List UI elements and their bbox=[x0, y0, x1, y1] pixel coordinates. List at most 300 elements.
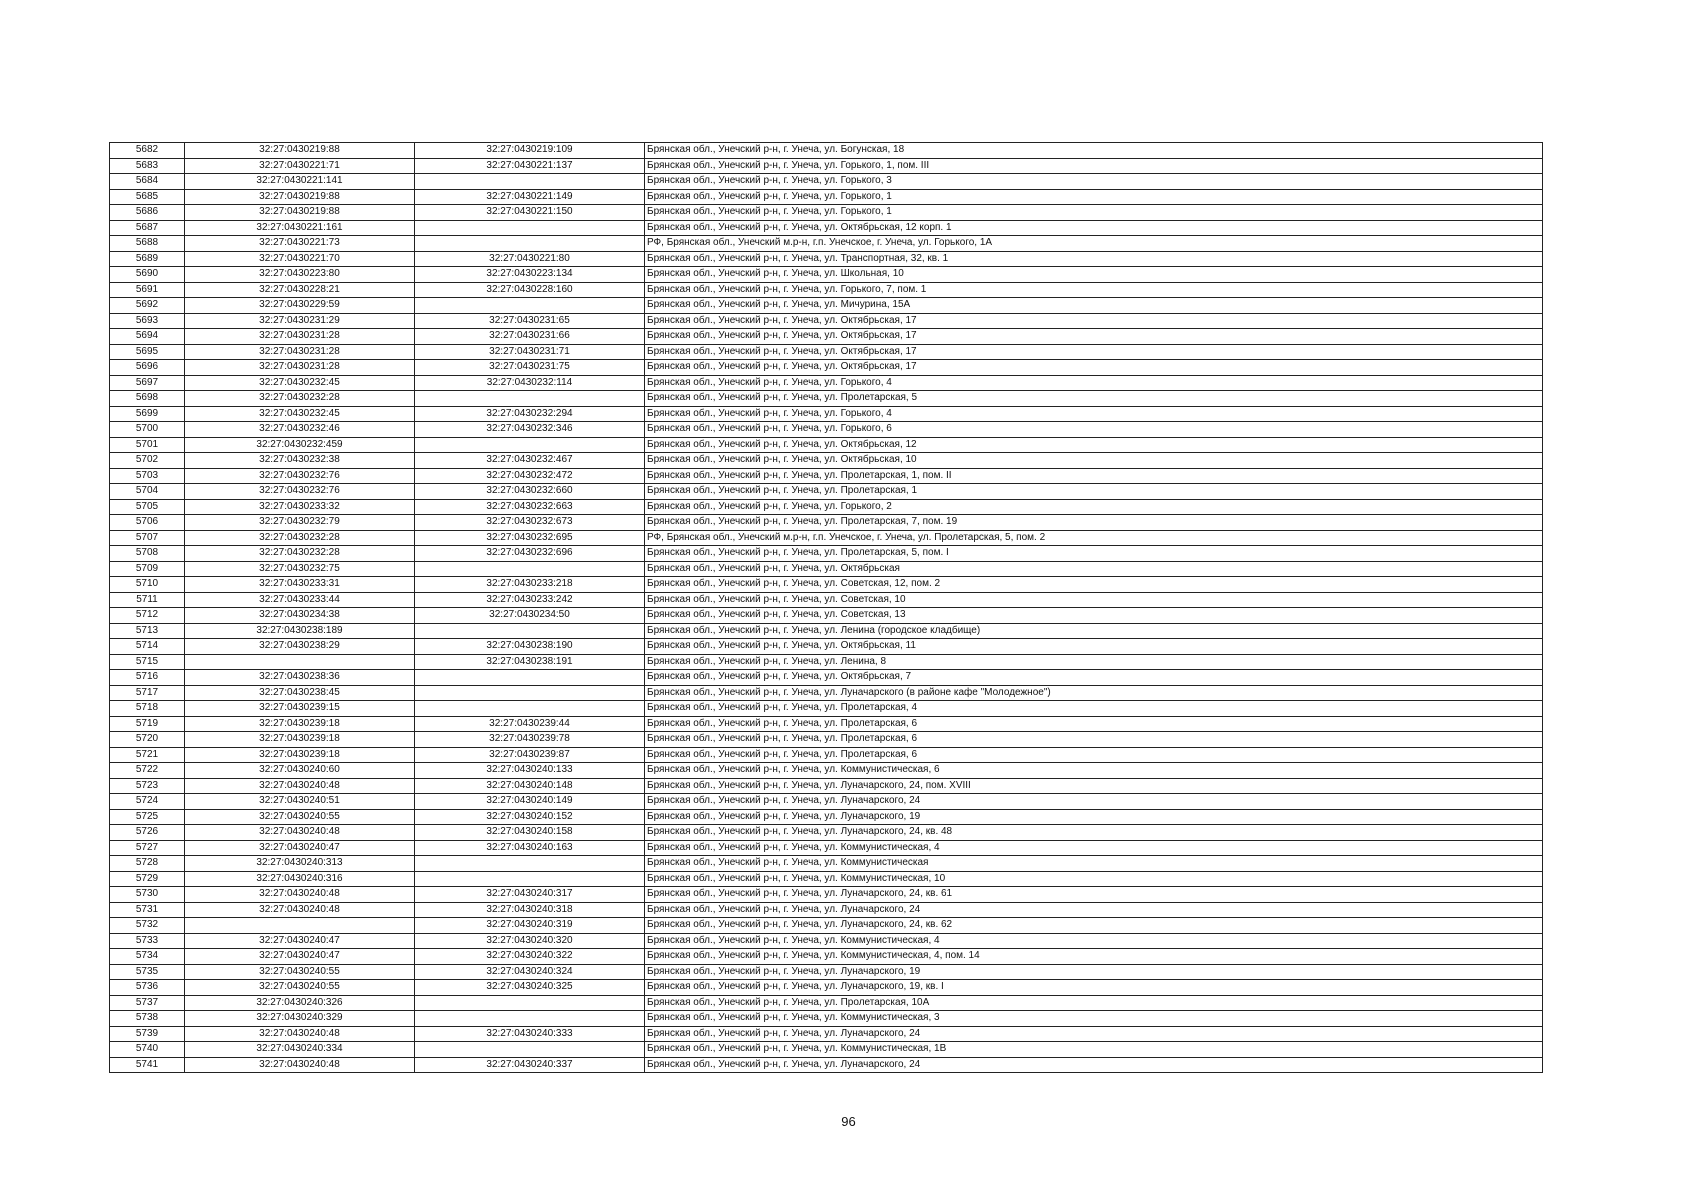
address-cell: Брянская обл., Унечский р-н, г. Унеча, ул. Октябрьская, 10 bbox=[645, 453, 1543, 469]
related-cadastral-number-cell: 32:27:0430231:75 bbox=[415, 360, 645, 376]
page-number: 96 bbox=[841, 1114, 856, 1129]
related-cadastral-number-cell bbox=[415, 1011, 645, 1027]
row-number-cell: 5697 bbox=[110, 375, 185, 391]
related-cadastral-number-cell bbox=[415, 995, 645, 1011]
cadastral-number-cell: 32:27:0430233:31 bbox=[185, 577, 415, 593]
row-number-cell: 5696 bbox=[110, 360, 185, 376]
row-number-cell: 5734 bbox=[110, 949, 185, 965]
table-row bbox=[110, 282, 1543, 298]
table-row bbox=[110, 174, 1543, 190]
row-number-cell: 5716 bbox=[110, 670, 185, 686]
row-number-cell: 5708 bbox=[110, 546, 185, 562]
row-number-cell: 5694 bbox=[110, 329, 185, 345]
cadastral-number-cell: 32:27:0430239:15 bbox=[185, 701, 415, 717]
row-number-cell: 5740 bbox=[110, 1042, 185, 1058]
cadastral-number-cell: 32:27:0430240:47 bbox=[185, 949, 415, 965]
row-number-cell: 5707 bbox=[110, 530, 185, 546]
row-number-cell: 5711 bbox=[110, 592, 185, 608]
related-cadastral-number-cell: 32:27:0430239:78 bbox=[415, 732, 645, 748]
related-cadastral-number-cell: 32:27:0430221:80 bbox=[415, 251, 645, 267]
related-cadastral-number-cell: 32:27:0430232:346 bbox=[415, 422, 645, 438]
related-cadastral-number-cell: 32:27:0430240:152 bbox=[415, 809, 645, 825]
row-number-cell: 5719 bbox=[110, 716, 185, 732]
address-cell: Брянская обл., Унечский р-н, г. Унеча, ул. Октябрьская, 7 bbox=[645, 670, 1543, 686]
cadastral-number-cell: 32:27:0430221:161 bbox=[185, 220, 415, 236]
address-cell: Брянская обл., Унечский р-н, г. Унеча, ул. Советская, 13 bbox=[645, 608, 1543, 624]
row-number-cell: 5701 bbox=[110, 437, 185, 453]
address-cell: Брянская обл., Унечский р-н, г. Унеча, ул. Богунская, 18 bbox=[645, 143, 1543, 159]
address-cell: Брянская обл., Унечский р-н, г. Унеча, ул. Октябрьская, 11 bbox=[645, 639, 1543, 655]
row-number-cell: 5698 bbox=[110, 391, 185, 407]
related-cadastral-number-cell: 32:27:0430221:137 bbox=[415, 158, 645, 174]
row-number-cell: 5682 bbox=[110, 143, 185, 159]
address-cell: Брянская обл., Унечский р-н, г. Унеча, ул. Мичурина, 15А bbox=[645, 298, 1543, 314]
address-cell: Брянская обл., Унечский р-н, г. Унеча, ул. Советская, 12, пом. 2 bbox=[645, 577, 1543, 593]
cadastral-number-cell: 32:27:0430240:47 bbox=[185, 840, 415, 856]
row-number-cell: 5736 bbox=[110, 980, 185, 996]
address-cell: Брянская обл., Унечский р-н, г. Унеча, ул. Луначарского, 24 bbox=[645, 1057, 1543, 1073]
related-cadastral-number-cell bbox=[415, 220, 645, 236]
address-cell: Брянская обл., Унечский р-н, г. Унеча, ул. Школьная, 10 bbox=[645, 267, 1543, 283]
row-number-cell: 5726 bbox=[110, 825, 185, 841]
cadastral-number-cell: 32:27:0430233:44 bbox=[185, 592, 415, 608]
address-cell: Брянская обл., Унечский р-н, г. Унеча, ул. Луначарского, 24, кв. 48 bbox=[645, 825, 1543, 841]
address-cell: Брянская обл., Унечский р-н, г. Унеча, ул. Пролетарская, 7, пом. 19 bbox=[645, 515, 1543, 531]
cadastral-number-cell: 32:27:0430239:18 bbox=[185, 716, 415, 732]
address-cell: Брянская обл., Унечский р-н, г. Унеча, ул. Луначарского, 19 bbox=[645, 964, 1543, 980]
table-row bbox=[110, 561, 1543, 577]
address-cell: Брянская обл., Унечский р-н, г. Унеча, ул. Пролетарская, 5 bbox=[645, 391, 1543, 407]
cadastral-number-cell: 32:27:0430234:38 bbox=[185, 608, 415, 624]
address-cell: Брянская обл., Унечский р-н, г. Унеча, ул. Горького, 6 bbox=[645, 422, 1543, 438]
cadastral-number-cell: 32:27:0430240:329 bbox=[185, 1011, 415, 1027]
address-cell: Брянская обл., Унечский р-н, г. Унеча, ул. Коммунистическая, 10 bbox=[645, 871, 1543, 887]
related-cadastral-number-cell bbox=[415, 298, 645, 314]
related-cadastral-number-cell: 32:27:0430240:133 bbox=[415, 763, 645, 779]
related-cadastral-number-cell: 32:27:0430231:71 bbox=[415, 344, 645, 360]
related-cadastral-number-cell bbox=[415, 871, 645, 887]
cadastral-number-cell: 32:27:0430238:189 bbox=[185, 623, 415, 639]
cadastral-number-cell: 32:27:0430240:48 bbox=[185, 902, 415, 918]
address-cell: Брянская обл., Унечский р-н, г. Унеча, ул. Октябрьская, 17 bbox=[645, 344, 1543, 360]
cadastral-number-cell: 32:27:0430239:18 bbox=[185, 732, 415, 748]
table-row bbox=[110, 840, 1543, 856]
related-cadastral-number-cell bbox=[415, 236, 645, 252]
row-number-cell: 5692 bbox=[110, 298, 185, 314]
row-number-cell: 5733 bbox=[110, 933, 185, 949]
row-number-cell: 5693 bbox=[110, 313, 185, 329]
row-number-cell: 5712 bbox=[110, 608, 185, 624]
row-number-cell: 5710 bbox=[110, 577, 185, 593]
address-cell: Брянская обл., Унечский р-н, г. Унеча, ул. Пролетарская, 1, пом. II bbox=[645, 468, 1543, 484]
related-cadastral-number-cell: 32:27:0430240:320 bbox=[415, 933, 645, 949]
address-cell: Брянская обл., Унечский р-н, г. Унеча, ул. Горького, 7, пом. 1 bbox=[645, 282, 1543, 298]
address-cell: Брянская обл., Унечский р-н, г. Унеча, ул. Коммунистическая, 4 bbox=[645, 840, 1543, 856]
cadastral-number-cell: 32:27:0430232:28 bbox=[185, 546, 415, 562]
cadastral-number-cell: 32:27:0430229:59 bbox=[185, 298, 415, 314]
cadastral-number-cell: 32:27:0430232:459 bbox=[185, 437, 415, 453]
address-cell: Брянская обл., Унечский р-н, г. Унеча, ул. Ленина (городское кладбище) bbox=[645, 623, 1543, 639]
address-cell: Брянская обл., Унечский р-н, г. Унеча, ул. Коммунистическая, 4, пом. 14 bbox=[645, 949, 1543, 965]
table-row bbox=[110, 1026, 1543, 1042]
cadastral-number-cell: 32:27:0430238:36 bbox=[185, 670, 415, 686]
cadastral-number-cell: 32:27:0430238:29 bbox=[185, 639, 415, 655]
row-number-cell: 5690 bbox=[110, 267, 185, 283]
cadastral-number-cell: 32:27:0430221:70 bbox=[185, 251, 415, 267]
address-cell: Брянская обл., Унечский р-н, г. Унеча, ул. Луначарского, 19, кв. I bbox=[645, 980, 1543, 996]
related-cadastral-number-cell: 32:27:0430233:242 bbox=[415, 592, 645, 608]
row-number-cell: 5722 bbox=[110, 763, 185, 779]
cadastral-number-cell: 32:27:0430219:88 bbox=[185, 189, 415, 205]
related-cadastral-number-cell: 32:27:0430239:87 bbox=[415, 747, 645, 763]
table-row bbox=[110, 747, 1543, 763]
cadastral-number-cell: 32:27:0430240:48 bbox=[185, 778, 415, 794]
table-row bbox=[110, 639, 1543, 655]
address-cell: Брянская обл., Унечский р-н, г. Унеча, ул. Горького, 1, пом. III bbox=[645, 158, 1543, 174]
row-number-cell: 5735 bbox=[110, 964, 185, 980]
address-cell: Брянская обл., Унечский р-н, г. Унеча, ул. Коммунистическая, 4 bbox=[645, 933, 1543, 949]
address-cell: Брянская обл., Унечский р-н, г. Унеча, ул. Горького, 4 bbox=[645, 375, 1543, 391]
cadastral-number-cell: 32:27:0430219:88 bbox=[185, 205, 415, 221]
row-number-cell: 5724 bbox=[110, 794, 185, 810]
related-cadastral-number-cell: 32:27:0430232:472 bbox=[415, 468, 645, 484]
table-row bbox=[110, 654, 1543, 670]
cadastral-number-cell: 32:27:0430223:80 bbox=[185, 267, 415, 283]
related-cadastral-number-cell bbox=[415, 856, 645, 872]
cadastral-number-cell: 32:27:0430221:71 bbox=[185, 158, 415, 174]
cadastral-number-cell: 32:27:0430232:79 bbox=[185, 515, 415, 531]
row-number-cell: 5685 bbox=[110, 189, 185, 205]
row-number-cell: 5705 bbox=[110, 499, 185, 515]
row-number-cell: 5725 bbox=[110, 809, 185, 825]
related-cadastral-number-cell: 32:27:0430232:660 bbox=[415, 484, 645, 500]
address-cell: Брянская обл., Унечский р-н, г. Унеча, ул. Пролетарская, 1 bbox=[645, 484, 1543, 500]
table-row bbox=[110, 949, 1543, 965]
row-number-cell: 5702 bbox=[110, 453, 185, 469]
row-number-cell: 5706 bbox=[110, 515, 185, 531]
row-number-cell: 5723 bbox=[110, 778, 185, 794]
row-number-cell: 5686 bbox=[110, 205, 185, 221]
related-cadastral-number-cell bbox=[415, 391, 645, 407]
related-cadastral-number-cell: 32:27:0430219:109 bbox=[415, 143, 645, 159]
related-cadastral-number-cell bbox=[415, 701, 645, 717]
cadastral-number-cell: 32:27:0430238:45 bbox=[185, 685, 415, 701]
table-row bbox=[110, 871, 1543, 887]
address-cell: Брянская обл., Унечский р-н, г. Унеча, ул. Горького, 3 bbox=[645, 174, 1543, 190]
table-row bbox=[110, 360, 1543, 376]
related-cadastral-number-cell: 32:27:0430238:190 bbox=[415, 639, 645, 655]
table-row bbox=[110, 329, 1543, 345]
cadastral-number-cell: 32:27:0430240:60 bbox=[185, 763, 415, 779]
cadastral-number-cell: 32:27:0430240:313 bbox=[185, 856, 415, 872]
related-cadastral-number-cell: 32:27:0430234:50 bbox=[415, 608, 645, 624]
row-number-cell: 5700 bbox=[110, 422, 185, 438]
related-cadastral-number-cell: 32:27:0430232:696 bbox=[415, 546, 645, 562]
cadastral-number-cell: 32:27:0430232:46 bbox=[185, 422, 415, 438]
address-cell: Брянская обл., Унечский р-н, г. Унеча, ул. Горького, 1 bbox=[645, 205, 1543, 221]
cadastral-number-cell: 32:27:0430221:73 bbox=[185, 236, 415, 252]
table-row bbox=[110, 205, 1543, 221]
cadastral-number-cell: 32:27:0430240:334 bbox=[185, 1042, 415, 1058]
cadastral-number-cell: 32:27:0430232:76 bbox=[185, 484, 415, 500]
table-row bbox=[110, 437, 1543, 453]
address-cell: РФ, Брянская обл., Унечский м.р-н, г.п. Унечское, г. Унеча, ул. Пролетарская, 5, пом. 2 bbox=[645, 530, 1543, 546]
table-row bbox=[110, 422, 1543, 438]
table-row bbox=[110, 267, 1543, 283]
cadastral-number-cell: 32:27:0430240:48 bbox=[185, 887, 415, 903]
table-row bbox=[110, 515, 1543, 531]
table-row bbox=[110, 453, 1543, 469]
related-cadastral-number-cell: 32:27:0430221:149 bbox=[415, 189, 645, 205]
related-cadastral-number-cell bbox=[415, 561, 645, 577]
related-cadastral-number-cell: 32:27:0430240:318 bbox=[415, 902, 645, 918]
cadastral-number-cell: 32:27:0430232:45 bbox=[185, 375, 415, 391]
cadastral-number-cell: 32:27:0430231:28 bbox=[185, 344, 415, 360]
row-number-cell: 5729 bbox=[110, 871, 185, 887]
related-cadastral-number-cell: 32:27:0430232:114 bbox=[415, 375, 645, 391]
related-cadastral-number-cell: 32:27:0430232:695 bbox=[415, 530, 645, 546]
table-row bbox=[110, 530, 1543, 546]
row-number-cell: 5741 bbox=[110, 1057, 185, 1073]
cadastral-number-cell: 32:27:0430240:48 bbox=[185, 825, 415, 841]
cadastral-number-cell: 32:27:0430240:55 bbox=[185, 980, 415, 996]
cadastral-number-cell: 32:27:0430239:18 bbox=[185, 747, 415, 763]
related-cadastral-number-cell: 32:27:0430240:163 bbox=[415, 840, 645, 856]
address-cell: Брянская обл., Унечский р-н, г. Унеча, ул. Коммунистическая bbox=[645, 856, 1543, 872]
related-cadastral-number-cell: 32:27:0430221:150 bbox=[415, 205, 645, 221]
table-row bbox=[110, 918, 1543, 934]
table-row bbox=[110, 933, 1543, 949]
address-cell: Брянская обл., Унечский р-н, г. Унеча, ул. Транспортная, 32, кв. 1 bbox=[645, 251, 1543, 267]
cadastral-number-cell: 32:27:0430232:38 bbox=[185, 453, 415, 469]
address-cell: Брянская обл., Унечский р-н, г. Унеча, ул. Октябрьская, 17 bbox=[645, 360, 1543, 376]
related-cadastral-number-cell: 32:27:0430240:317 bbox=[415, 887, 645, 903]
row-number-cell: 5717 bbox=[110, 685, 185, 701]
table-row bbox=[110, 995, 1543, 1011]
table-row bbox=[110, 825, 1543, 841]
related-cadastral-number-cell: 32:27:0430240:324 bbox=[415, 964, 645, 980]
cadastral-number-cell bbox=[185, 918, 415, 934]
cadastral-number-cell: 32:27:0430240:326 bbox=[185, 995, 415, 1011]
address-cell: Брянская обл., Унечский р-н, г. Унеча, ул. Луначарского, 24, пом. XVIII bbox=[645, 778, 1543, 794]
table-row bbox=[110, 1057, 1543, 1073]
table-row bbox=[110, 1042, 1543, 1058]
related-cadastral-number-cell bbox=[415, 685, 645, 701]
table-row bbox=[110, 701, 1543, 717]
table-row bbox=[110, 143, 1543, 159]
table-row bbox=[110, 344, 1543, 360]
table-row bbox=[110, 778, 1543, 794]
related-cadastral-number-cell: 32:27:0430238:191 bbox=[415, 654, 645, 670]
related-cadastral-number-cell: 32:27:0430228:160 bbox=[415, 282, 645, 298]
cadastral-number-cell: 32:27:0430232:45 bbox=[185, 406, 415, 422]
related-cadastral-number-cell: 32:27:0430232:294 bbox=[415, 406, 645, 422]
address-cell: Брянская обл., Унечский р-н, г. Унеча, ул. Луначарского, 24 bbox=[645, 1026, 1543, 1042]
table-row bbox=[110, 592, 1543, 608]
table-row bbox=[110, 1011, 1543, 1027]
row-number-cell: 5689 bbox=[110, 251, 185, 267]
row-number-cell: 5691 bbox=[110, 282, 185, 298]
address-cell: Брянская обл., Унечский р-н, г. Унеча, ул. Луначарского (в районе кафе "Молодежное") bbox=[645, 685, 1543, 701]
table-row bbox=[110, 251, 1543, 267]
table-row bbox=[110, 468, 1543, 484]
cadastral-number-cell: 32:27:0430219:88 bbox=[185, 143, 415, 159]
table-row bbox=[110, 546, 1543, 562]
cadastral-number-cell: 32:27:0430232:28 bbox=[185, 391, 415, 407]
table-row bbox=[110, 499, 1543, 515]
row-number-cell: 5738 bbox=[110, 1011, 185, 1027]
table-row bbox=[110, 298, 1543, 314]
cadastral-number-cell: 32:27:0430240:55 bbox=[185, 964, 415, 980]
row-number-cell: 5737 bbox=[110, 995, 185, 1011]
address-cell: Брянская обл., Унечский р-н, г. Унеча, ул. Луначарского, 24 bbox=[645, 794, 1543, 810]
address-cell: Брянская обл., Унечский р-н, г. Унеча, ул. Советская, 10 bbox=[645, 592, 1543, 608]
table-row bbox=[110, 902, 1543, 918]
table-row bbox=[110, 391, 1543, 407]
cadastral-number-cell: 32:27:0430232:76 bbox=[185, 468, 415, 484]
row-number-cell: 5715 bbox=[110, 654, 185, 670]
table-row bbox=[110, 980, 1543, 996]
row-number-cell: 5714 bbox=[110, 639, 185, 655]
address-cell: Брянская обл., Унечский р-н, г. Унеча, ул. Пролетарская, 5, пом. I bbox=[645, 546, 1543, 562]
cadastral-number-cell: 32:27:0430233:32 bbox=[185, 499, 415, 515]
related-cadastral-number-cell bbox=[415, 1042, 645, 1058]
related-cadastral-number-cell: 32:27:0430240:322 bbox=[415, 949, 645, 965]
address-cell: Брянская обл., Унечский р-н, г. Унеча, ул. Коммунистическая, 1В bbox=[645, 1042, 1543, 1058]
row-number-cell: 5718 bbox=[110, 701, 185, 717]
table-row bbox=[110, 158, 1543, 174]
row-number-cell: 5739 bbox=[110, 1026, 185, 1042]
table-row bbox=[110, 716, 1543, 732]
row-number-cell: 5687 bbox=[110, 220, 185, 236]
related-cadastral-number-cell: 32:27:0430239:44 bbox=[415, 716, 645, 732]
related-cadastral-number-cell: 32:27:0430232:673 bbox=[415, 515, 645, 531]
address-cell: РФ, Брянская обл., Унечский м.р-н, г.п. Унечское, г. Унеча, ул. Горького, 1А bbox=[645, 236, 1543, 252]
address-cell: Брянская обл., Унечский р-н, г. Унеча, ул. Горького, 4 bbox=[645, 406, 1543, 422]
related-cadastral-number-cell: 32:27:0430231:65 bbox=[415, 313, 645, 329]
row-number-cell: 5703 bbox=[110, 468, 185, 484]
address-cell: Брянская обл., Унечский р-н, г. Унеча, ул. Октябрьская, 12 bbox=[645, 437, 1543, 453]
table-row bbox=[110, 670, 1543, 686]
table-row bbox=[110, 856, 1543, 872]
related-cadastral-number-cell: 32:27:0430240:319 bbox=[415, 918, 645, 934]
address-cell: Брянская обл., Унечский р-н, г. Унеча, ул. Ленина, 8 bbox=[645, 654, 1543, 670]
address-cell: Брянская обл., Унечский р-н, г. Унеча, ул. Коммунистическая, 6 bbox=[645, 763, 1543, 779]
table-row bbox=[110, 763, 1543, 779]
address-cell: Брянская обл., Унечский р-н, г. Унеча, ул. Пролетарская, 6 bbox=[645, 732, 1543, 748]
table-row bbox=[110, 685, 1543, 701]
row-number-cell: 5721 bbox=[110, 747, 185, 763]
related-cadastral-number-cell: 32:27:0430240:149 bbox=[415, 794, 645, 810]
cadastral-number-cell: 32:27:0430232:28 bbox=[185, 530, 415, 546]
related-cadastral-number-cell: 32:27:0430232:663 bbox=[415, 499, 645, 515]
related-cadastral-number-cell bbox=[415, 174, 645, 190]
row-number-cell: 5688 bbox=[110, 236, 185, 252]
address-cell: Брянская обл., Унечский р-н, г. Унеча, ул. Коммунистическая, 3 bbox=[645, 1011, 1543, 1027]
table-row bbox=[110, 887, 1543, 903]
related-cadastral-number-cell: 32:27:0430240:325 bbox=[415, 980, 645, 996]
related-cadastral-number-cell: 32:27:0430240:158 bbox=[415, 825, 645, 841]
table-row bbox=[110, 484, 1543, 500]
row-number-cell: 5713 bbox=[110, 623, 185, 639]
related-cadastral-number-cell: 32:27:0430231:66 bbox=[415, 329, 645, 345]
address-cell: Брянская обл., Унечский р-н, г. Унеча, ул. Октябрьская, 12 корп. 1 bbox=[645, 220, 1543, 236]
row-number-cell: 5732 bbox=[110, 918, 185, 934]
cadastral-number-cell: 32:27:0430240:47 bbox=[185, 933, 415, 949]
table-row bbox=[110, 623, 1543, 639]
cadastral-number-cell: 32:27:0430231:28 bbox=[185, 329, 415, 345]
row-number-cell: 5727 bbox=[110, 840, 185, 856]
cadastral-number-cell: 32:27:0430232:75 bbox=[185, 561, 415, 577]
registry-table-body bbox=[110, 143, 1543, 1073]
address-cell: Брянская обл., Унечский р-н, г. Унеча, ул. Горького, 1 bbox=[645, 189, 1543, 205]
row-number-cell: 5709 bbox=[110, 561, 185, 577]
related-cadastral-number-cell bbox=[415, 437, 645, 453]
address-cell: Брянская обл., Унечский р-н, г. Унеча, ул. Пролетарская, 4 bbox=[645, 701, 1543, 717]
cadastral-number-cell bbox=[185, 654, 415, 670]
address-cell: Брянская обл., Унечский р-н, г. Унеча, ул. Луначарского, 19 bbox=[645, 809, 1543, 825]
related-cadastral-number-cell: 32:27:0430232:467 bbox=[415, 453, 645, 469]
cadastral-number-cell: 32:27:0430231:28 bbox=[185, 360, 415, 376]
table-row bbox=[110, 964, 1543, 980]
address-cell: Брянская обл., Унечский р-н, г. Унеча, ул. Горького, 2 bbox=[645, 499, 1543, 515]
related-cadastral-number-cell bbox=[415, 623, 645, 639]
cadastral-number-cell: 32:27:0430240:48 bbox=[185, 1057, 415, 1073]
table-row bbox=[110, 236, 1543, 252]
cadastral-number-cell: 32:27:0430240:48 bbox=[185, 1026, 415, 1042]
cadastral-number-cell: 32:27:0430240:316 bbox=[185, 871, 415, 887]
address-cell: Брянская обл., Унечский р-н, г. Унеча, ул. Луначарского, 24, кв. 62 bbox=[645, 918, 1543, 934]
address-cell: Брянская обл., Унечский р-н, г. Унеча, ул. Октябрьская, 17 bbox=[645, 329, 1543, 345]
address-cell: Брянская обл., Унечский р-н, г. Унеча, ул. Луначарского, 24, кв. 61 bbox=[645, 887, 1543, 903]
row-number-cell: 5720 bbox=[110, 732, 185, 748]
row-number-cell: 5728 bbox=[110, 856, 185, 872]
related-cadastral-number-cell: 32:27:0430240:333 bbox=[415, 1026, 645, 1042]
table-row bbox=[110, 577, 1543, 593]
cadastral-number-cell: 32:27:0430231:29 bbox=[185, 313, 415, 329]
table-row bbox=[110, 608, 1543, 624]
table-row bbox=[110, 732, 1543, 748]
address-cell: Брянская обл., Унечский р-н, г. Унеча, ул. Пролетарская, 6 bbox=[645, 716, 1543, 732]
related-cadastral-number-cell: 32:27:0430233:218 bbox=[415, 577, 645, 593]
table-row bbox=[110, 313, 1543, 329]
cadastral-number-cell: 32:27:0430240:51 bbox=[185, 794, 415, 810]
address-cell: Брянская обл., Унечский р-н, г. Унеча, ул. Октябрьская bbox=[645, 561, 1543, 577]
address-cell: Брянская обл., Унечский р-н, г. Унеча, ул. Октябрьская, 17 bbox=[645, 313, 1543, 329]
address-cell: Брянская обл., Унечский р-н, г. Унеча, ул. Луначарского, 24 bbox=[645, 902, 1543, 918]
registry-table bbox=[109, 142, 1543, 1073]
table-row bbox=[110, 406, 1543, 422]
table-row bbox=[110, 809, 1543, 825]
related-cadastral-number-cell: 32:27:0430240:337 bbox=[415, 1057, 645, 1073]
row-number-cell: 5731 bbox=[110, 902, 185, 918]
row-number-cell: 5730 bbox=[110, 887, 185, 903]
row-number-cell: 5683 bbox=[110, 158, 185, 174]
row-number-cell: 5699 bbox=[110, 406, 185, 422]
address-cell: Брянская обл., Унечский р-н, г. Унеча, ул. Пролетарская, 6 bbox=[645, 747, 1543, 763]
row-number-cell: 5704 bbox=[110, 484, 185, 500]
related-cadastral-number-cell: 32:27:0430223:134 bbox=[415, 267, 645, 283]
related-cadastral-number-cell bbox=[415, 670, 645, 686]
table-row bbox=[110, 220, 1543, 236]
address-cell: Брянская обл., Унечский р-н, г. Унеча, ул. Пролетарская, 10А bbox=[645, 995, 1543, 1011]
cadastral-number-cell: 32:27:0430221:141 bbox=[185, 174, 415, 190]
related-cadastral-number-cell: 32:27:0430240:148 bbox=[415, 778, 645, 794]
row-number-cell: 5684 bbox=[110, 174, 185, 190]
table-row bbox=[110, 794, 1543, 810]
cadastral-number-cell: 32:27:0430240:55 bbox=[185, 809, 415, 825]
row-number-cell: 5695 bbox=[110, 344, 185, 360]
